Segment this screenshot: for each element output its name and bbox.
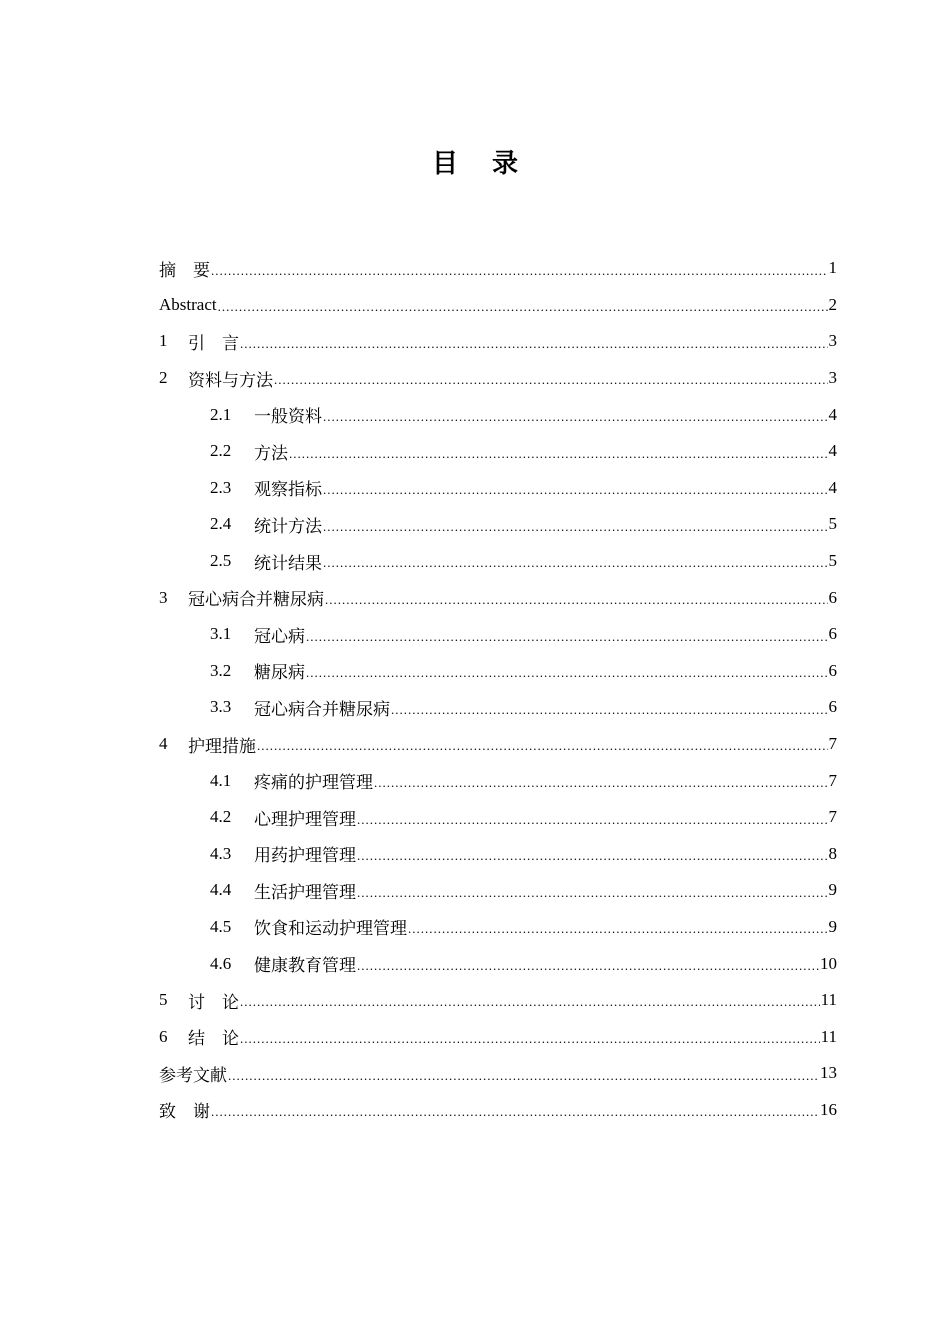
toc-dot-leader: [257, 739, 828, 752]
toc-entry-number: 4.4: [210, 880, 232, 900]
toc-entry[interactable]: [159, 506, 837, 543]
toc-entry-number: 4.1: [210, 770, 232, 790]
toc-dot-leader: [211, 264, 828, 277]
toc-entry-page-number: 4: [828, 477, 837, 497]
toc-dot-leader: [357, 849, 828, 862]
toc-dot-leader: [357, 959, 819, 972]
toc-entry-label: 方法: [254, 439, 289, 464]
toc-entry-label: 冠心病合并糖尿病: [188, 585, 325, 610]
toc-entry-page-number: 8: [828, 843, 837, 863]
toc-entry-page-number: 4: [828, 441, 837, 461]
toc-dot-leader: [289, 447, 828, 460]
toc-entry-number: 3.2: [210, 660, 232, 680]
toc-dot-leader: [357, 886, 828, 899]
toc-entry-page-number: 16: [820, 1099, 837, 1119]
toc-entry-page-number: 1: [828, 258, 837, 278]
toc-entry-number: 4.2: [210, 807, 232, 827]
toc-entry-number: 6: [159, 1026, 168, 1046]
toc-entry-number: 2.3: [210, 477, 232, 497]
toc-entry-label: 统计结果: [254, 549, 323, 574]
toc-entry-label: 冠心病: [254, 622, 306, 647]
toc-dot-leader: [240, 995, 820, 1008]
toc-entry[interactable]: [159, 982, 837, 1019]
toc-entry-label: 饮食和运动护理管理: [254, 914, 408, 939]
toc-entry-label: 致 谢: [159, 1097, 211, 1122]
toc-entry-page-number: 13: [820, 1063, 837, 1083]
toc-entry-label: Abstract: [159, 294, 217, 314]
toc-entry-label: 一般资料: [254, 402, 323, 427]
toc-entry-page-number: 5: [828, 514, 837, 534]
toc-entry-label: 生活护理管理: [254, 878, 357, 903]
toc-entry-label: 结 论: [188, 1024, 240, 1049]
toc-dot-leader: [274, 373, 828, 386]
toc-dot-leader: [211, 1105, 819, 1118]
toc-entry-page-number: 5: [828, 551, 837, 571]
toc-entry[interactable]: [159, 762, 837, 799]
toc-title: [0, 144, 950, 184]
toc-entry[interactable]: [159, 689, 837, 726]
toc-entry[interactable]: [159, 250, 837, 287]
toc-dot-leader: [357, 813, 828, 826]
toc-dot-leader: [240, 1032, 820, 1045]
toc-entry-page-number: 4: [828, 404, 837, 424]
toc-entry-number: 4.3: [210, 843, 232, 863]
toc-entry-page-number: 6: [828, 587, 837, 607]
toc-entry[interactable]: [159, 909, 837, 946]
toc-entry[interactable]: [159, 287, 837, 324]
toc-entry[interactable]: [159, 945, 837, 982]
toc-dot-leader: [323, 520, 828, 533]
toc-entry-label: 冠心病合并糖尿病: [254, 695, 391, 720]
toc-entry[interactable]: [159, 543, 837, 580]
toc-entry-label: 统计方法: [254, 512, 323, 537]
toc-entry[interactable]: [159, 360, 837, 397]
toc-dot-leader: [325, 593, 828, 606]
table-of-contents: [159, 250, 837, 1128]
toc-entry-label: 疼痛的护理管理: [254, 768, 374, 793]
toc-entry-page-number: 10: [820, 953, 837, 973]
toc-entry-label: 参考文献: [159, 1061, 228, 1086]
toc-entry-label: 健康教育管理: [254, 951, 357, 976]
toc-dot-leader: [323, 410, 828, 423]
toc-entry-label: 用药护理管理: [254, 841, 357, 866]
toc-entry-number: 1: [159, 331, 168, 351]
toc-entry-number: 2: [159, 368, 168, 388]
toc-entry-page-number: 6: [828, 624, 837, 644]
toc-entry[interactable]: [159, 836, 837, 873]
toc-entry-label: 糖尿病: [254, 658, 306, 683]
toc-entry[interactable]: [159, 872, 837, 909]
toc-entry[interactable]: [159, 726, 837, 763]
toc-entry-number: 4.6: [210, 953, 232, 973]
toc-entry-number: 3.3: [210, 697, 232, 717]
toc-entry-number: 2.1: [210, 404, 232, 424]
toc-entry[interactable]: [159, 433, 837, 470]
toc-entry-number: 3.1: [210, 624, 232, 644]
toc-entry-label: 观察指标: [254, 475, 323, 500]
toc-title-char-2: 录: [492, 149, 519, 179]
toc-entry-label: 引 言: [188, 329, 240, 354]
toc-entry-page-number: 9: [828, 880, 837, 900]
toc-entry[interactable]: [159, 1092, 837, 1129]
toc-dot-leader: [374, 776, 828, 789]
toc-entry-page-number: 3: [828, 368, 837, 388]
toc-entry-page-number: 11: [820, 990, 837, 1010]
toc-entry-number: 4: [159, 734, 168, 754]
toc-dot-leader: [408, 922, 828, 935]
toc-dot-leader: [306, 666, 828, 679]
toc-entry[interactable]: [159, 799, 837, 836]
toc-entry-page-number: 9: [828, 916, 837, 936]
toc-entry[interactable]: [159, 579, 837, 616]
toc-entry-number: 2.2: [210, 441, 232, 461]
toc-entry-page-number: 11: [820, 1026, 837, 1046]
toc-entry-label: 心理护理管理: [254, 805, 357, 830]
toc-dot-leader: [218, 300, 828, 313]
toc-entry-label: 讨 论: [188, 988, 240, 1013]
toc-dot-leader: [228, 1069, 819, 1082]
toc-entry-number: 2.5: [210, 551, 232, 571]
toc-dot-leader: [323, 556, 828, 569]
toc-dot-leader: [323, 483, 828, 496]
toc-entry[interactable]: [159, 1055, 837, 1092]
toc-entry-number: 2.4: [210, 514, 232, 534]
toc-entry-number: 5: [159, 990, 168, 1010]
toc-title-char-1: 目: [431, 149, 458, 179]
toc-dot-leader: [240, 337, 828, 350]
toc-entry-page-number: 2: [828, 294, 837, 314]
toc-entry-page-number: 7: [828, 734, 837, 754]
toc-entry-page-number: 7: [828, 807, 837, 827]
toc-entry-label: 资料与方法: [188, 366, 274, 391]
toc-entry-page-number: 6: [828, 660, 837, 680]
toc-entry-number: 4.5: [210, 916, 232, 936]
toc-dot-leader: [306, 630, 828, 643]
toc-entry[interactable]: [159, 396, 837, 433]
toc-entry-page-number: 7: [828, 770, 837, 790]
toc-entry-number: 3: [159, 587, 168, 607]
toc-entry-label: 摘 要: [159, 256, 211, 281]
toc-entry[interactable]: [159, 470, 837, 507]
toc-entry[interactable]: [159, 323, 837, 360]
toc-entry[interactable]: [159, 653, 837, 690]
toc-entry[interactable]: [159, 1018, 837, 1055]
toc-entry-page-number: 6: [828, 697, 837, 717]
toc-dot-leader: [391, 703, 828, 716]
toc-entry-page-number: 3: [828, 331, 837, 351]
toc-entry-label: 护理措施: [188, 732, 257, 757]
toc-entry[interactable]: [159, 616, 837, 653]
